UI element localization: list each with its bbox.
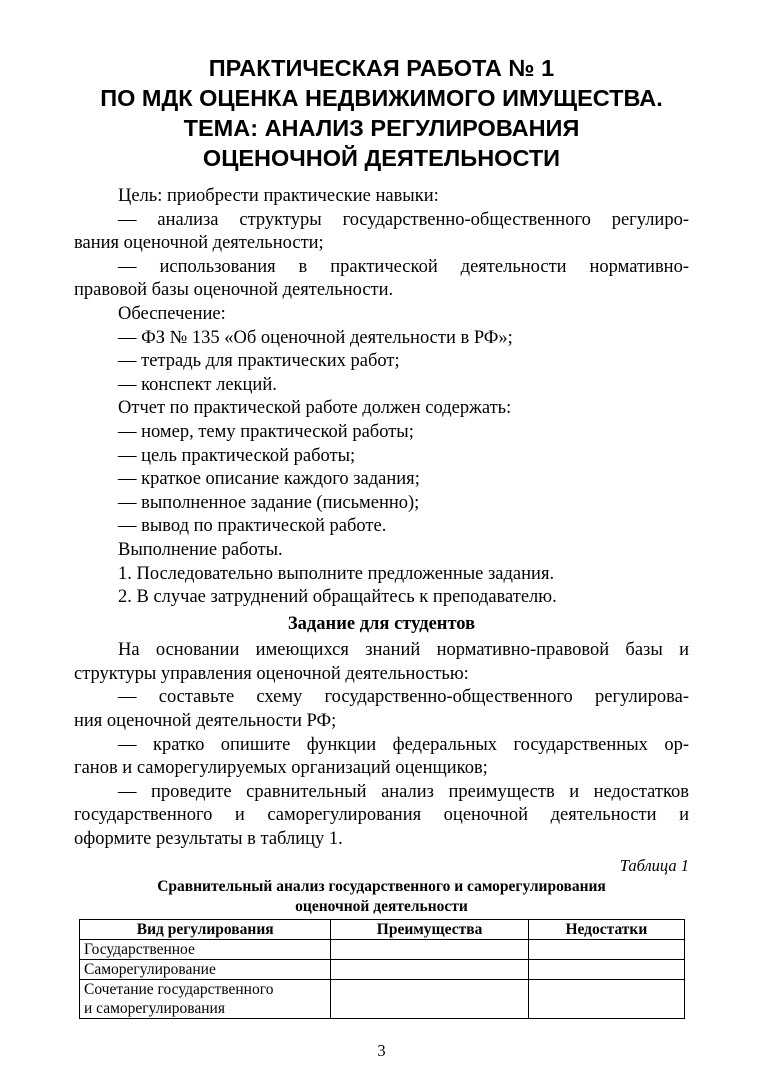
- column-header-type: Вид регулирования: [80, 920, 331, 940]
- provision-item: — тетрадь для практических работ;: [118, 351, 400, 372]
- task-item-line: — кратко опишите функции федеральных государственных ор-: [118, 734, 689, 755]
- table-cell: [528, 940, 684, 960]
- table-cell: [528, 980, 684, 1019]
- task-item-line: оформите результаты в таблицу 1.: [74, 829, 343, 850]
- table-label: Таблица 1: [619, 856, 689, 875]
- table-cell: Саморегулирование: [80, 960, 331, 980]
- task-heading: Задание для студентов: [287, 613, 476, 634]
- goal-item-line: — анализа структуры государственно-общественного регулиро-: [118, 209, 689, 230]
- page-title: [40, 53, 723, 173]
- goal-paragraph: Цель: приобрести практические навыки:: [118, 186, 439, 206]
- column-header-disadvantages: Недостатки: [528, 920, 684, 940]
- table-row: [80, 980, 685, 1019]
- task-item-line: — проведите сравнительный анализ преимуществ и недостатков: [118, 781, 689, 802]
- provision-item: — конспект лекций.: [118, 374, 277, 395]
- report-heading: Отчет по практической работе должен содержать:: [118, 398, 512, 419]
- provision-heading: Обеспечение:: [118, 303, 226, 324]
- table-cell-line: и саморегулирования: [84, 1000, 225, 1017]
- goal-item-line: — использования в практической деятельности нормативно-: [118, 256, 689, 277]
- task-item-line: ния оценочной деятельности РФ;: [74, 711, 337, 732]
- title-line: ТЕМА: АНАЛИЗ РЕГУЛИРОВАНИЯ: [183, 115, 580, 141]
- goal-item-line: правовой базы оценочной деятельности.: [74, 280, 394, 301]
- table-row: [80, 960, 685, 980]
- execution-item: 1. Последовательно выполните предложенные задания.: [118, 563, 555, 584]
- table-cell-line: Сочетание государственного: [84, 981, 274, 998]
- title-line: ПРАКТИЧЕСКАЯ РАБОТА № 1: [208, 55, 555, 81]
- table-header-row: [80, 920, 685, 940]
- task-intro-line: структуры управления оценочной деятельностью:: [74, 663, 469, 684]
- table-cell: [528, 960, 684, 980]
- comparison-table: [79, 919, 685, 1019]
- table-cell: [80, 980, 331, 1019]
- report-item: — краткое описание каждого задания;: [118, 469, 420, 490]
- page-number: 3: [377, 1041, 386, 1060]
- table-cell: [331, 940, 528, 960]
- table-cell: [331, 980, 528, 1019]
- table-caption: [74, 877, 689, 917]
- table-cell: Государственное: [80, 940, 331, 960]
- report-item: — выполненное задание (письменно);: [118, 492, 420, 513]
- task-item-line: — составьте схему государственно-общественного регулирова-: [118, 687, 689, 708]
- table-cell: [331, 960, 528, 980]
- report-item: — номер, тему практической работы;: [118, 421, 414, 442]
- column-header-advantages: Преимущества: [331, 920, 528, 940]
- goal-item-line: вания оценочной деятельности;: [74, 233, 324, 254]
- table-caption-line: оценочной деятельности: [295, 898, 468, 915]
- table-caption-line: Сравнительный анализ государственного и саморегулирования: [157, 878, 606, 895]
- title-line: ПО МДК ОЦЕНКА НЕДВИЖИМОГО ИМУЩЕСТВА.: [100, 85, 663, 111]
- provision-item: — ФЗ № 135 «Об оценочной деятельности в РФ»;: [118, 327, 513, 348]
- document-body: [74, 185, 689, 852]
- task-item-line: ганов и саморегулируемых организаций оценщиков;: [74, 758, 488, 779]
- report-item: — вывод по практической работе.: [118, 516, 387, 537]
- execution-item: 2. В случае затруднений обращайтесь к преподавателю.: [118, 587, 557, 608]
- title-line: ОЦЕНОЧНОЙ ДЕЯТЕЛЬНОСТИ: [202, 145, 561, 171]
- task-item-line: государственного и саморегулирования оценочной деятельности и: [74, 805, 689, 826]
- table-row: [80, 940, 685, 960]
- task-intro-line: На основании имеющихся знаний нормативно-правовой базы и: [118, 640, 689, 661]
- execution-heading: Выполнение работы.: [118, 539, 283, 560]
- report-item: — цель практической работы;: [118, 445, 356, 466]
